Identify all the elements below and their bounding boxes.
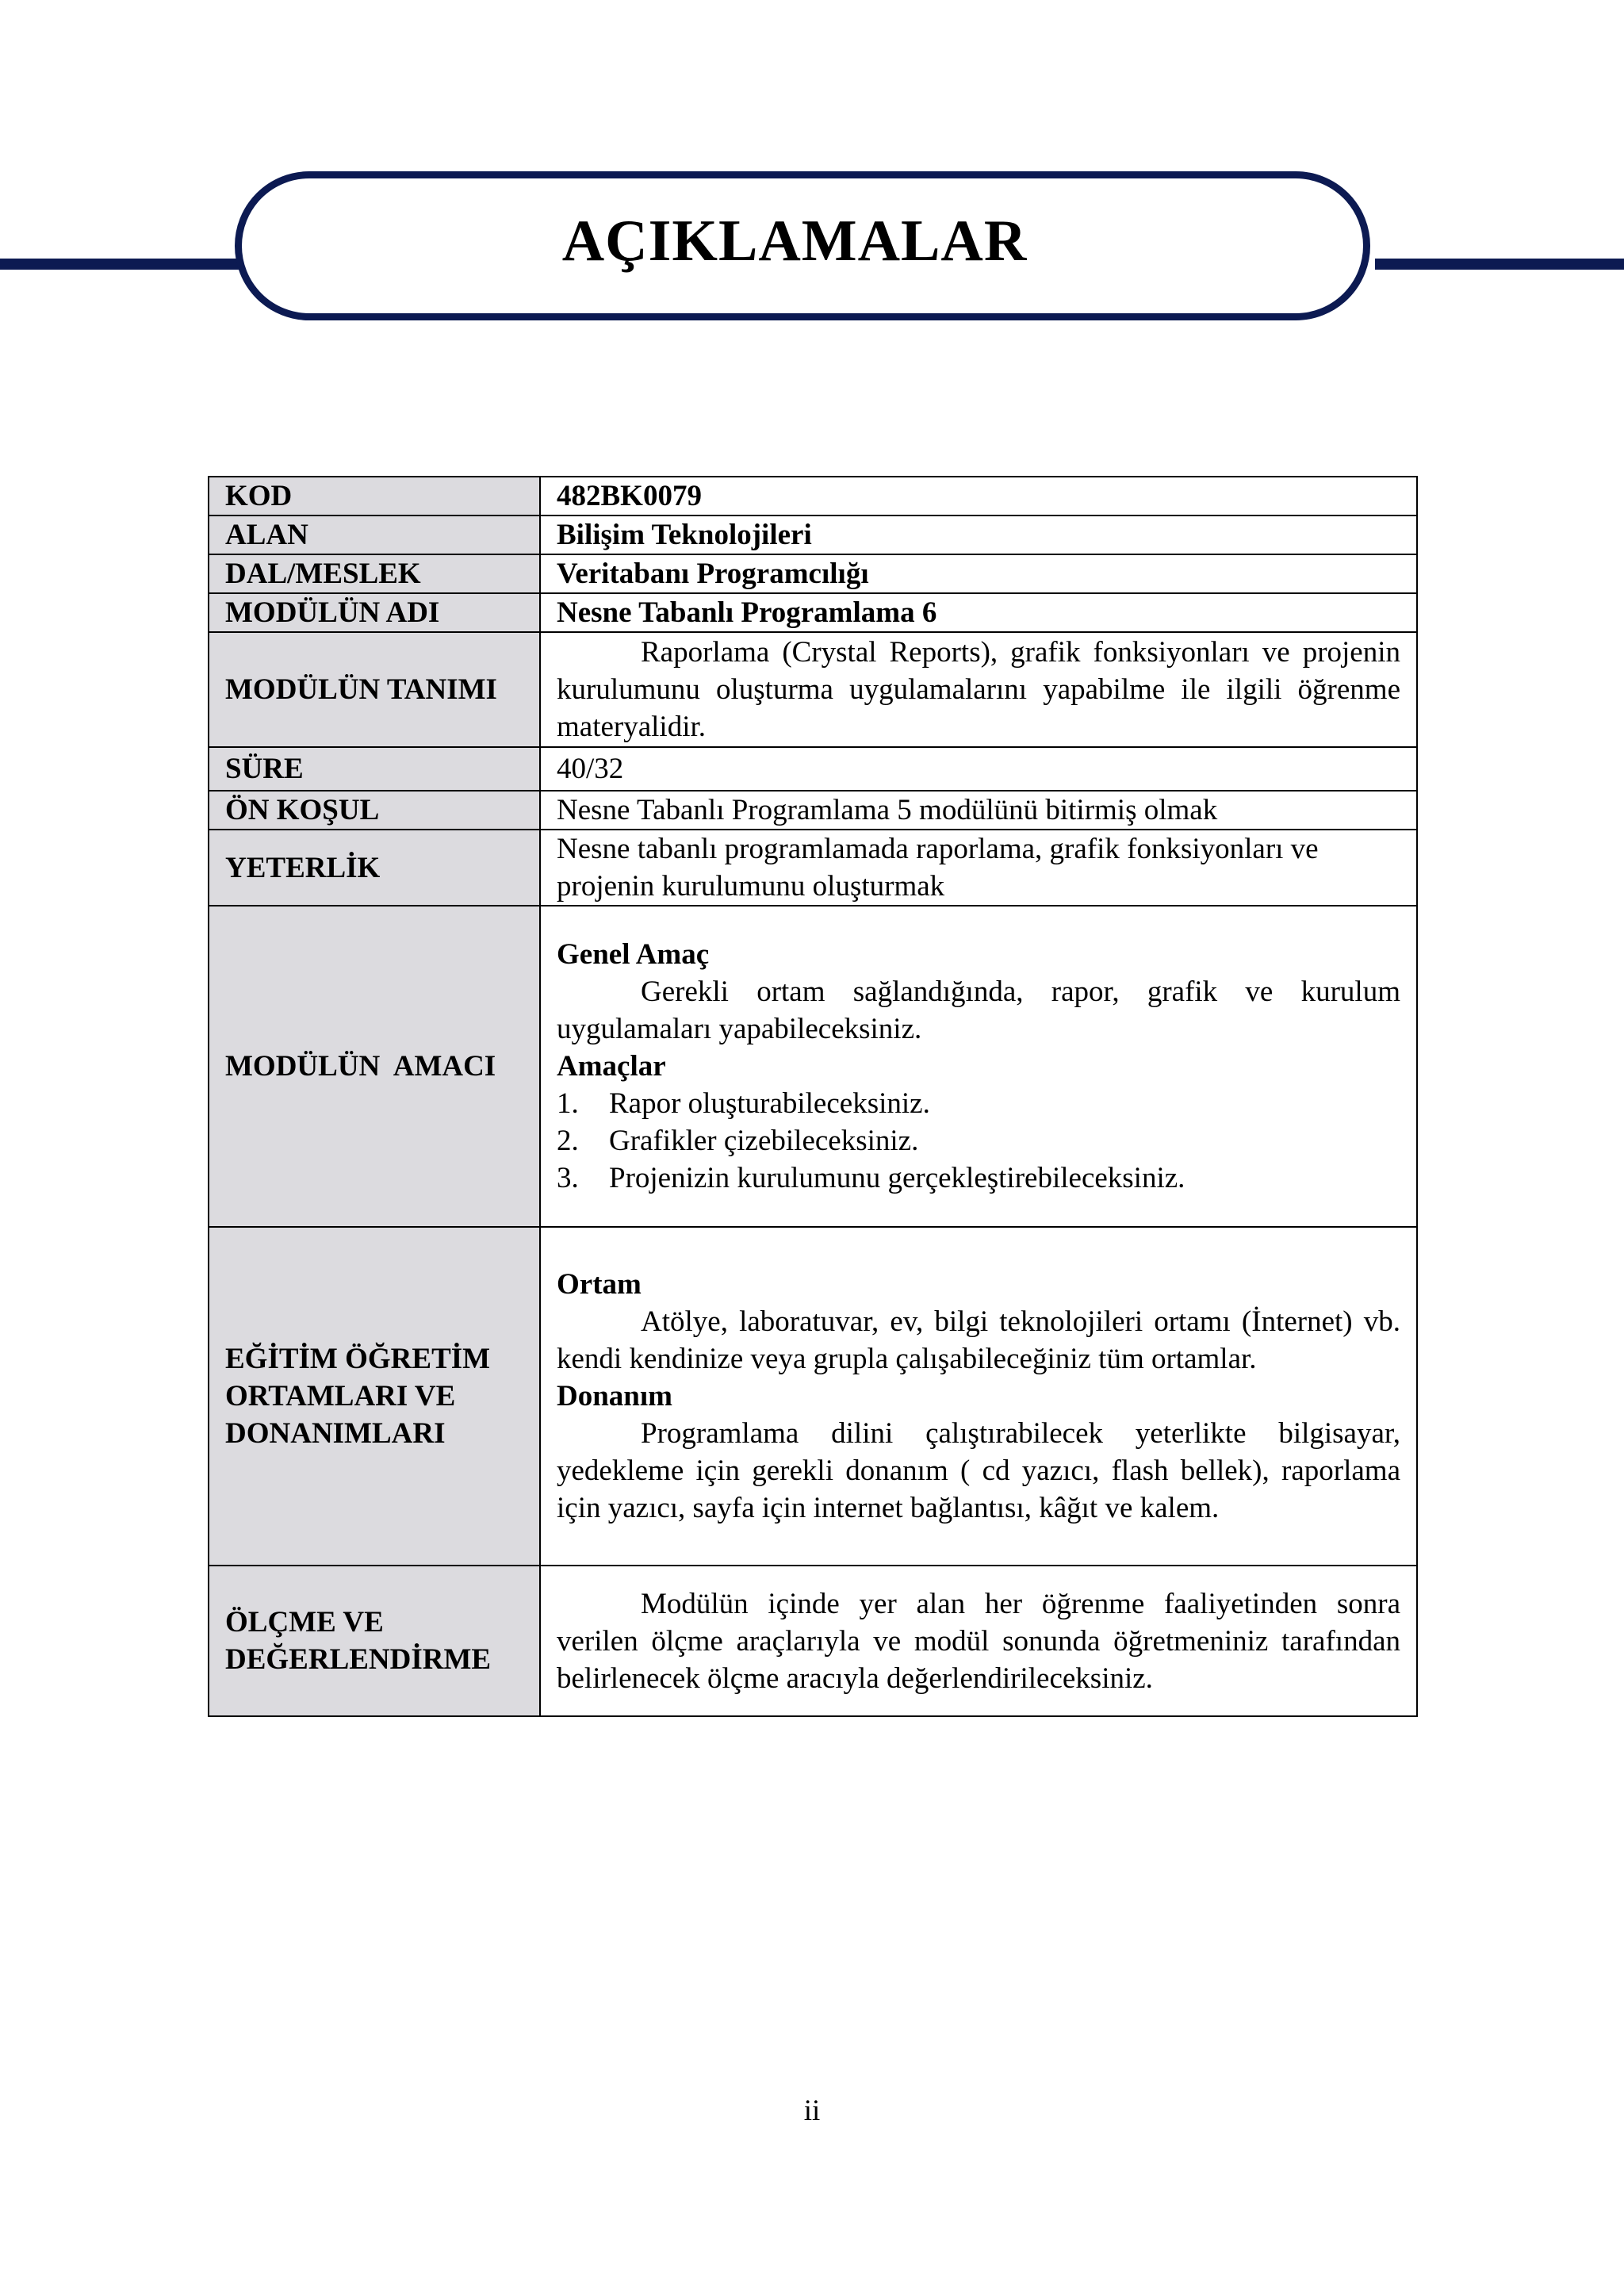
row-label-dal: DAL/MESLEK [209,554,540,593]
page-title: AÇIKLAMALAR [561,208,1028,274]
row-value-olcme: Modülün içinde yer alan her öğrenme faaliyetinden sonra verilen ölçme araçlarıyla ve modül sonunda öğretmeniniz tarafından belirlenecek ölçme aracıyla değerlendirileceksiniz. [557,1587,1400,1695]
list-item: 1. Rapor oluşturabileceksiniz. [557,1087,930,1120]
table-row [209,1227,1417,1566]
ortam-text: Atölye, laboratuvar, ev, bilgi teknolojileri ortamı (İnternet) vb. kendi kendinize veya grupla çalışabileceğiniz tüm ortamlar. [557,1305,1400,1375]
row-label-modul-adi: MODÜLÜN ADI [209,593,540,632]
header-rule-right [1375,259,1624,270]
amaclar-list [557,1085,1400,1197]
list-item: 3. Projenizin kurulumunu gerçekleştirebileceksiniz. [557,1162,1185,1194]
amaclar-heading: Amaçlar [557,1050,666,1083]
genel-amac-heading: Genel Amaç [557,938,710,971]
table-row [209,1566,1417,1716]
row-value-kod: 482BK0079 [540,477,1417,516]
row-label-sure: SÜRE [209,747,540,791]
table-row [209,747,1417,791]
row-value-modul-tanimi: Raporlama (Crystal Reports), grafik fonksiyonları ve projenin kurulumunu oluşturma uygulamalarını yapabilme ile ilgili öğrenme materyalidir. [557,636,1400,743]
row-label-modul-tanimi: MODÜLÜN TANIMI [209,632,540,747]
row-value-on-kosul: Nesne Tabanlı Programlama 5 modülünü bitirmiş olmak [540,791,1417,830]
table-row [209,516,1417,554]
row-value-dal: Veritabanı Programcılığı [540,554,1417,593]
list-item: 2. Grafikler çizebileceksiniz. [557,1125,919,1157]
module-info-table [208,476,1418,1717]
row-value-alan: Bilişim Teknolojileri [540,516,1417,554]
row-label-egitim: EĞİTİM ÖĞRETİM ORTAMLARI VE DONANIMLARI [209,1227,540,1566]
row-value-modul-adi: Nesne Tabanlı Programlama 6 [540,593,1417,632]
header-rule-left [0,259,239,270]
page-number: ii [803,2095,821,2127]
ortam-heading: Ortam [557,1268,642,1301]
table-row [209,791,1417,830]
row-label-alan: ALAN [209,516,540,554]
header-banner [235,171,1370,320]
row-label-olcme: ÖLÇME VE DEĞERLENDİRME [209,1566,540,1716]
row-value-sure: 40/32 [540,747,1417,791]
row-label-modul-amaci: MODÜLÜN AMACI [209,906,540,1227]
donanim-heading: Donanım [557,1380,672,1412]
row-label-on-kosul: ÖN KOŞUL [209,791,540,830]
row-label-yeterlik: YETERLİK [209,830,540,906]
table-row [209,906,1417,1227]
row-label-kod: KOD [209,477,540,516]
table-row [209,632,1417,747]
table-row [209,554,1417,593]
donanim-text: Programlama dilini çalıştırabilecek yeterlikte bilgisayar, yedekleme için gerekli donanım ( cd yazıcı, flash bellek), raporlama için yazıcı, sayfa için internet bağlantısı, kâğıt ve kalem. [557,1417,1400,1524]
table-row [209,477,1417,516]
table-row [209,593,1417,632]
genel-amac-text: Gerekli ortam sağlandığında, rapor, grafik ve kurulum uygulamaları yapabileceksiniz. [557,975,1400,1045]
table-row [209,830,1417,906]
row-value-yeterlik: Nesne tabanlı programlamada raporlama, grafik fonksiyonları ve projenin kurulumunu oluşturmak [540,830,1417,906]
